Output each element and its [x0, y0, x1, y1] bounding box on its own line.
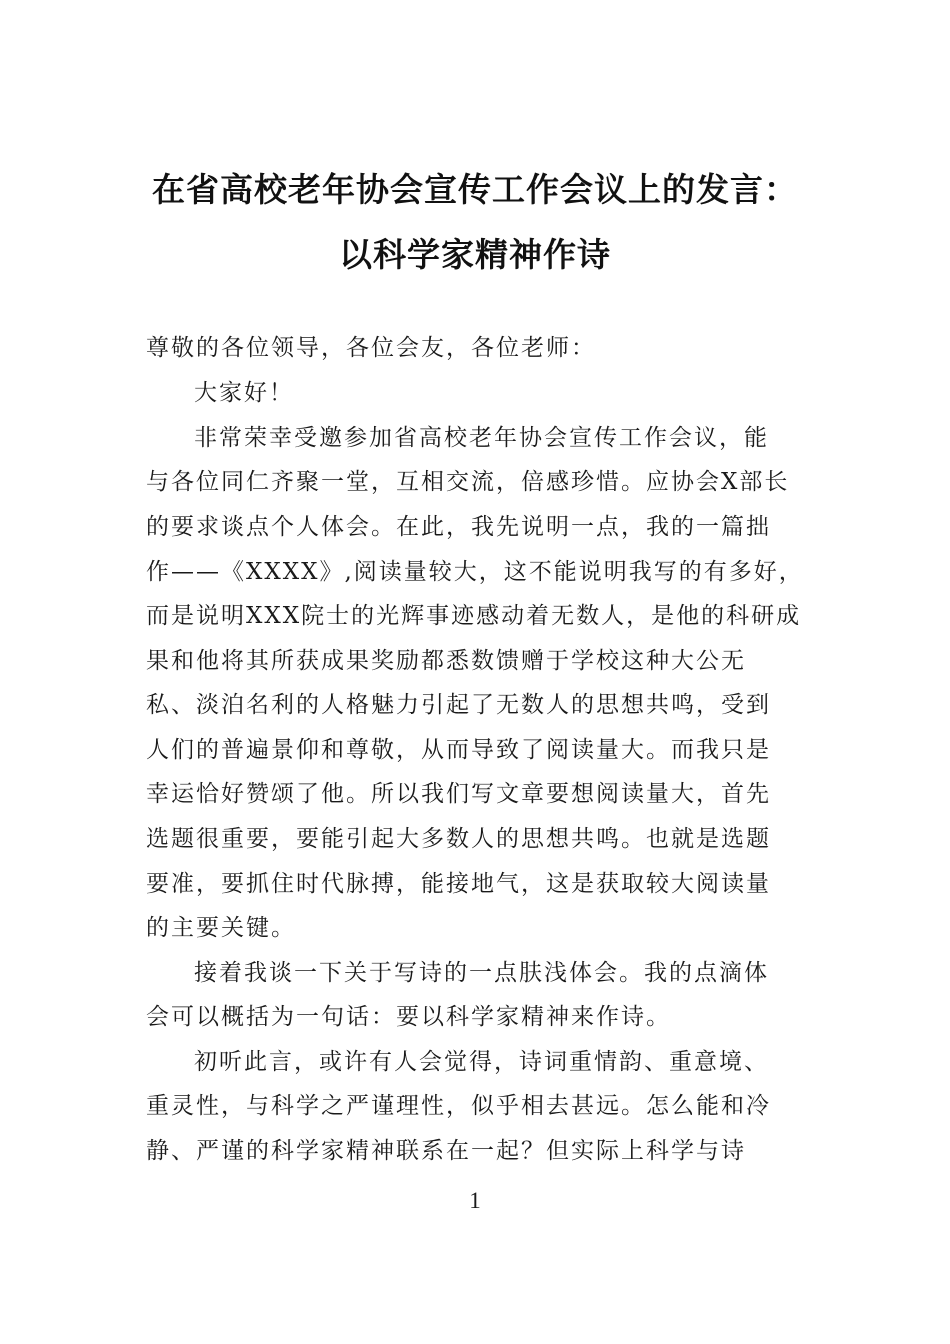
- body-line: 静、严谨的科学家精神联系在一起？但实际上科学与诗: [146, 1138, 746, 1164]
- body-line: 要准，要抓住时代脉搏，能接地气，这是获取较大阅读量: [146, 871, 771, 897]
- body-line: 人们的普遍景仰和尊敬，从而导致了阅读量大。而我只是: [146, 737, 771, 763]
- body-line: 而是说明XXX院士的光辉事迹感动着无数人，是他的科研成: [146, 603, 802, 629]
- body-line: 私、淡泊名利的人格魅力引起了无数人的思想共鸣，受到: [146, 692, 771, 718]
- body-line: 重灵性，与科学之严谨理性，似乎相去甚远。怎么能和冷: [146, 1093, 771, 1119]
- body-line: 与各位同仁齐聚一堂，互相交流，倍感珍惜。应协会X部长: [146, 469, 790, 495]
- body-line: 幸运恰好赞颂了他。所以我们写文章要想阅读量大，首先: [146, 781, 771, 807]
- body-line: 果和他将其所获成果奖励都悉数馈赠于学校这种大公无: [146, 648, 746, 674]
- body-line: 的主要关键。: [146, 915, 296, 941]
- body-line: 的要求谈点个人体会。在此，我先说明一点，我的一篇拙: [146, 514, 771, 540]
- body-line: 作——《XXXX》,阅读量较大，这不能说明我写的有多好，: [146, 559, 804, 585]
- body-line: 接着我谈一下关于写诗的一点肤浅体会。我的点滴体: [194, 960, 769, 986]
- greeting-line: 大家好！: [194, 380, 294, 406]
- body-line: 非常荣幸受邀参加省高校老年协会宣传工作会议，能: [194, 425, 769, 451]
- salutation-line: 尊敬的各位领导，各位会友，各位老师：: [146, 335, 596, 361]
- body-line: 初听此言，或许有人会觉得，诗词重情韵、重意境、: [194, 1049, 769, 1075]
- page-number: 1: [469, 1188, 481, 1213]
- document-title-line-1: 在省高校老年协会宣传工作会议上的发言：: [152, 170, 798, 209]
- document-title-line-2: 以科学家精神作诗: [339, 235, 611, 274]
- body-line: 选题很重要，要能引起大多数人的思想共鸣。也就是选题: [146, 826, 771, 852]
- body-line: 会可以概括为一句话：要以科学家精神来作诗。: [146, 1004, 671, 1030]
